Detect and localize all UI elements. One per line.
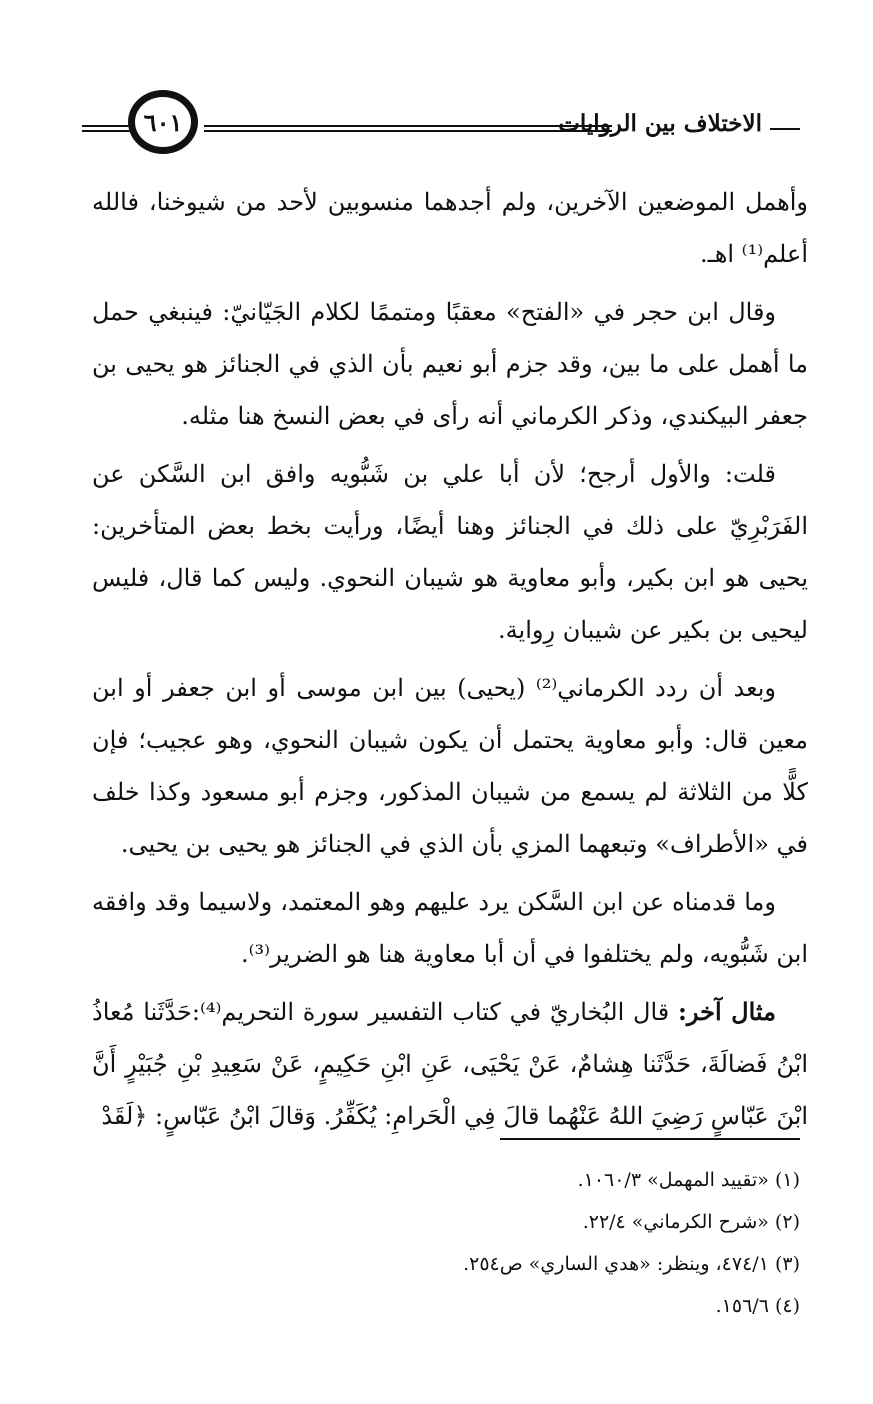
main-text [92, 176, 808, 1148]
page-header [82, 88, 800, 168]
example-lead: مثال آخر: [678, 997, 776, 1026]
page-number: ٦٠١ [128, 90, 198, 154]
paragraph-1: وأهمل الموضعين الآخرين، ولم أجدهما منسوبين لأحد من شيوخنا، فالله أعلم⁽¹⁾ اهـ. [92, 188, 809, 268]
paragraph-2: وقال ابن حجر في «الفتح» معقبًا ومتممًا لكلام الجَيّانيّ: فينبغي حمل ما أهمل على ما بين، وقد جزم أبو نعيم بأن الذي في الجنائز هو يحيى بن جعفر البيكندي، وذكر الكرماني أنه رأى في بعض النسخ هنا مثله. [92, 298, 808, 430]
paragraph-6 [92, 986, 808, 1142]
paragraph-4: وبعد أن ردد الكرماني⁽²⁾ (يحيى) بين ابن موسى أو ابن جعفر أو ابن معين قال: وأبو معاوية يحتمل أن يكون شيبان النحوي، وهو عجيب؛ فإن كلًّا من الثلاثة لم يسمع من شيبان المذكور، وجزم أبو مسعود وكذا خلف في «الأطراف» وتبعهما المزي بأن الذي في الجنائز هو يحيى بن يحيى. [92, 674, 808, 858]
footnote-rule [500, 1138, 800, 1140]
footnote-2: (٢) «شرح الكرماني» ٢٢/٤. [582, 1211, 800, 1233]
footnote-4: (٤) ١٥٦/٦. [715, 1295, 800, 1317]
header-rule [204, 125, 612, 132]
paragraph-5: وما قدمناه عن ابن السَّكن يرد عليهم وهو المعتمد، ولاسيما وقد وافقه ابن شَبُّويه، ولم يختلفوا في أن أبا معاوية هنا هو الضرير⁽³⁾. [92, 888, 808, 968]
header-dash [770, 128, 800, 130]
paragraph-3: قلت: والأول أرجح؛ لأن أبا علي بن شَبُّويه وافق ابن السَّكن عن الفَرَبْرِيّ على ذلك في الجنائز وهنا أيضًا، ورأيت بخط بعض المتأخرين: يحيى هو ابن بكير، وأبو معاوية هو شيبان النحوي. وليس كما قال، فليس ليحيى بن بكير عن شيبان رِواية. [92, 460, 808, 644]
footnotes [92, 1160, 800, 1328]
footnote-3: (٣) ٤٧٤/١، وينظر: «هدي الساري» ص٢٥٤. [463, 1253, 800, 1275]
running-title: الاختلاف بين الروايات [558, 110, 762, 137]
footnote-1: (١) «تقييد المهمل» ١٠٦٠/٣. [577, 1169, 800, 1191]
header-left-rule [82, 125, 134, 132]
example-text: قال البُخاريّ في كتاب التفسير سورة التحريم⁽⁴⁾:حَدَّثَنا مُعاذُ ابْنُ فَضالَةَ، حَدَّثَنا هِشامٌ، عَنْ يَحْيَى، عَنِ ابْنِ حَكِيمٍ، عَنْ سَعِيدِ بْنِ جُبَيْرٍ أَنَّ ابْنَ عَبّاسٍ رَضِيَ اللهُ عَنْهُما قالَ فِي الْحَرامِ: يُكَفِّرُ. وَقالَ ابْنُ عَبّاسٍ: ﴿لَقَدْ [92, 998, 808, 1130]
